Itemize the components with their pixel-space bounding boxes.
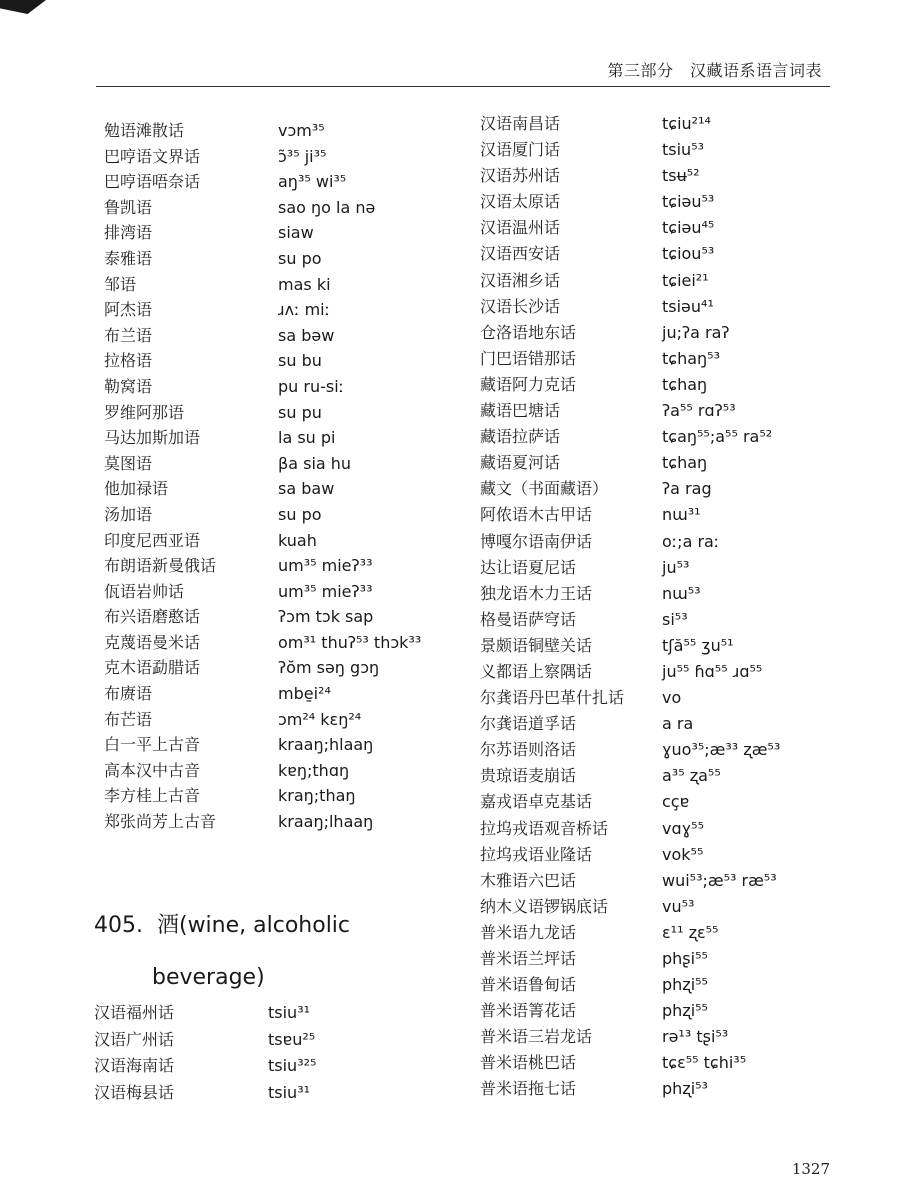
language-name: 汤加语 xyxy=(104,504,153,524)
language-name: 普米语箐花话 xyxy=(480,1001,577,1021)
pronunciation: tsiu⁵³ xyxy=(662,140,705,160)
language-name: 藏文（书面藏语） xyxy=(480,479,609,499)
language-name: 尔苏语则洛话 xyxy=(480,740,577,760)
pronunciation: kraaŋ;hlaaŋ xyxy=(278,735,374,755)
pronunciation: tɕiei²¹ xyxy=(662,270,709,290)
language-name: 藏语夏河话 xyxy=(480,453,561,473)
left-column xyxy=(104,118,421,835)
pronunciation: vu⁵³ xyxy=(662,896,695,916)
language-name: 佤语岩帅话 xyxy=(104,581,185,601)
word-entry xyxy=(480,972,780,998)
word-entry xyxy=(480,320,780,346)
language-name: 嘉戎语卓克基话 xyxy=(480,792,593,812)
word-entry xyxy=(104,655,421,681)
language-name: 拉坞戎语观音桥话 xyxy=(480,818,609,838)
pronunciation: a³⁵ ʐa⁵⁵ xyxy=(662,766,721,786)
word-entry xyxy=(480,1050,780,1076)
word-entry xyxy=(104,783,421,809)
language-name: 普米语拖七话 xyxy=(480,1079,577,1099)
word-entry xyxy=(104,809,421,835)
pronunciation: kɐŋ;thɑŋ xyxy=(278,760,350,780)
pronunciation: ju⁵⁵ ɦɑ⁵⁵ ɹɑ⁵⁵ xyxy=(662,661,763,681)
language-name: 布赓语 xyxy=(104,684,153,704)
pronunciation: tɕhaŋ⁵³ xyxy=(662,348,720,368)
pronunciation: tɕhaŋ xyxy=(662,453,708,473)
word-entry xyxy=(480,789,780,815)
word-entry xyxy=(104,707,421,733)
section-number: 405. xyxy=(94,913,143,938)
language-name: 达让语夏尼话 xyxy=(480,557,577,577)
language-name: 尔龚语道孚话 xyxy=(480,714,577,734)
pronunciation: mas ki xyxy=(278,274,331,294)
word-entry xyxy=(104,348,421,374)
pronunciation: su po xyxy=(278,248,322,268)
language-name: 汉语湘乡话 xyxy=(480,270,561,290)
language-name: 尔龚语丹巴革什扎话 xyxy=(480,688,625,708)
pronunciation: kraaŋ;lhaaŋ xyxy=(278,812,374,832)
word-entry xyxy=(480,581,780,607)
language-name: 勒窝语 xyxy=(104,376,153,396)
language-name: 罗维阿那语 xyxy=(104,402,185,422)
pronunciation: aŋ³⁵ wi³⁵ xyxy=(278,172,347,192)
language-name: 布兰语 xyxy=(104,325,153,345)
word-entry xyxy=(480,998,780,1024)
word-entry xyxy=(480,737,780,763)
section-title-line2: beverage) xyxy=(152,965,265,990)
word-entry xyxy=(480,711,780,737)
word-entry xyxy=(480,868,780,894)
section-heading xyxy=(94,900,394,1004)
pronunciation: mbe̱i²⁴ xyxy=(278,684,331,704)
language-name: 阿侬语木古甲话 xyxy=(480,505,593,525)
pronunciation: phʐi⁵⁵ xyxy=(662,975,708,995)
pronunciation: la su pi xyxy=(278,428,336,448)
word-entry xyxy=(104,297,421,323)
pronunciation: tsɐu²⁵ xyxy=(268,1029,316,1049)
word-entry xyxy=(104,732,421,758)
pronunciation: βa sia hu xyxy=(278,453,352,473)
word-entry xyxy=(104,195,421,221)
language-name: 拉坞戎语业隆话 xyxy=(480,844,593,864)
language-name: 克蔑语曼米话 xyxy=(104,632,201,652)
language-name: 莫图语 xyxy=(104,453,153,473)
pronunciation: su pu xyxy=(278,402,322,422)
language-name: 贵琼语麦崩话 xyxy=(480,766,577,786)
language-name: 汉语西安话 xyxy=(480,244,561,264)
pronunciation: vok⁵⁵ xyxy=(662,844,704,864)
language-name: 普米语三岩龙话 xyxy=(480,1027,593,1047)
word-entry xyxy=(104,630,421,656)
pronunciation: ju;ʔa raʔ xyxy=(662,322,730,342)
language-name: 汉语福州话 xyxy=(94,1003,175,1022)
word-entry xyxy=(480,241,780,267)
word-entry xyxy=(480,529,780,555)
pronunciation: um³⁵ mieʔ³³ xyxy=(278,581,373,601)
language-name: 普米语鲁甸话 xyxy=(480,975,577,995)
header-rule xyxy=(96,86,830,87)
word-entry xyxy=(104,528,421,554)
word-entry xyxy=(480,1024,780,1050)
language-name: 布朗语新曼俄话 xyxy=(104,556,217,576)
language-name: 白一平上古音 xyxy=(104,735,201,755)
word-entry xyxy=(104,374,421,400)
word-entry xyxy=(104,400,421,426)
pronunciation: vɑɣ⁵⁵ xyxy=(662,818,704,838)
pronunciation: phʐi⁵⁵ xyxy=(662,1001,708,1021)
word-entry xyxy=(480,398,780,424)
language-name: 汉语温州话 xyxy=(480,218,561,238)
pronunciation: phʐi⁵³ xyxy=(662,1079,708,1099)
word-entry xyxy=(104,425,421,451)
pronunciation: ɔ̃³⁵ ji³⁵ xyxy=(278,146,327,166)
pronunciation: tʃă⁵⁵ ʒu⁵¹ xyxy=(662,635,734,655)
pronunciation: tɕaŋ⁵⁵;a⁵⁵ ra⁵² xyxy=(662,427,773,447)
language-name: 格曼语萨穹话 xyxy=(480,609,577,629)
word-entry xyxy=(480,215,780,241)
pronunciation: oː;a raː xyxy=(662,531,720,551)
language-name: 汉语广州话 xyxy=(94,1029,175,1049)
language-name: 义都语上察隅话 xyxy=(480,661,593,681)
pronunciation: siaw xyxy=(278,223,314,243)
pronunciation: wui⁵³;æ⁵³ ræ⁵³ xyxy=(662,870,777,890)
word-entry xyxy=(480,294,780,320)
language-name: 普米语九龙话 xyxy=(480,922,577,942)
pronunciation: su bu xyxy=(278,351,322,371)
language-name: 李方桂上古音 xyxy=(104,786,201,806)
pronunciation: tsiəu⁴¹ xyxy=(662,296,714,316)
pronunciation: ju⁵³ xyxy=(662,557,690,577)
word-entry xyxy=(104,451,421,477)
word-entry xyxy=(480,842,780,868)
pronunciation: tɕiou⁵³ xyxy=(662,244,715,264)
language-name: 泰雅语 xyxy=(104,248,153,268)
language-name: 马达加斯加语 xyxy=(104,428,201,448)
language-name: 门巴语错那话 xyxy=(480,348,577,368)
pronunciation: tɕiəu⁵³ xyxy=(662,192,715,212)
word-entry xyxy=(480,659,780,685)
language-name: 藏语拉萨话 xyxy=(480,427,561,447)
word-entry xyxy=(104,604,421,630)
word-entry xyxy=(94,1027,316,1054)
language-name: 汉语太原话 xyxy=(480,192,561,212)
pronunciation: ɛ¹¹ ʐɛ⁵⁵ xyxy=(662,922,719,942)
pronunciation: pu ru-siː xyxy=(278,376,345,396)
language-name: 汉语厦门话 xyxy=(480,140,561,160)
pronunciation: si⁵³ xyxy=(662,609,688,629)
running-title: 第三部分 汉藏语系语言词表 xyxy=(607,61,822,80)
word-entry xyxy=(104,502,421,528)
pronunciation: tsiu³²⁵ xyxy=(268,1056,317,1075)
word-entry xyxy=(104,553,421,579)
word-entry xyxy=(104,246,421,272)
word-entry xyxy=(94,1080,316,1107)
pronunciation: vo xyxy=(662,688,682,708)
pronunciation: ʔŏm səŋ gɔŋ xyxy=(278,658,380,678)
pronunciation: ʔa rag xyxy=(662,479,712,499)
word-entry xyxy=(480,268,780,294)
word-entry xyxy=(104,144,421,170)
word-entry xyxy=(104,758,421,784)
language-name: 独龙语木力王话 xyxy=(480,583,593,603)
word-entry xyxy=(480,894,780,920)
language-name: 排湾语 xyxy=(104,223,153,243)
language-name: 布兴语磨憨话 xyxy=(104,607,201,627)
pronunciation: kraŋ;thaŋ xyxy=(278,786,356,806)
language-name: 克木语勐腊话 xyxy=(104,658,201,678)
word-entry xyxy=(480,607,780,633)
language-name: 普米语桃巴话 xyxy=(480,1053,577,1073)
pronunciation: su po xyxy=(278,504,322,524)
language-name: 阿杰语 xyxy=(104,300,153,320)
language-name: 汉语苏州话 xyxy=(480,166,561,186)
pronunciation: cçɐ xyxy=(662,792,690,812)
word-entry xyxy=(480,346,780,372)
language-name: 汉语长沙话 xyxy=(480,296,561,316)
pronunciation: sa baw xyxy=(278,479,335,499)
pronunciation: kuah xyxy=(278,530,317,550)
language-name: 勉语滩散话 xyxy=(104,121,185,140)
pronunciation: nɯ³¹ xyxy=(662,505,701,525)
word-entry xyxy=(94,1053,316,1080)
pronunciation: sa bəw xyxy=(278,325,335,345)
section-title-line1: 酒(wine, alcoholic xyxy=(156,913,351,938)
language-name: 巴哼语文界话 xyxy=(104,146,201,166)
word-entry xyxy=(480,189,780,215)
pronunciation: tɕɛ⁵⁵ tɕhi³⁵ xyxy=(662,1053,747,1073)
page-number: 1327 xyxy=(791,1160,830,1178)
language-name: 拉格语 xyxy=(104,351,153,371)
word-entry xyxy=(480,685,780,711)
pronunciation: om³¹ thuʔ⁵³ thɔk³³ xyxy=(278,632,422,652)
pronunciation: phʂi⁵⁵ xyxy=(662,949,708,968)
language-name: 布芒语 xyxy=(104,709,153,729)
language-name: 藏语阿力克话 xyxy=(480,374,577,394)
word-entry xyxy=(480,424,780,450)
word-entry xyxy=(480,946,780,972)
language-name: 藏语巴塘话 xyxy=(480,401,561,421)
pronunciation: tsiu³¹ xyxy=(268,1082,311,1102)
word-entry xyxy=(104,272,421,298)
word-entry xyxy=(480,1076,780,1102)
word-entry xyxy=(480,476,780,502)
word-entry xyxy=(104,476,421,502)
language-name: 巴哼语唔奈话 xyxy=(104,172,201,192)
word-entry xyxy=(104,169,421,195)
word-entry xyxy=(104,323,421,349)
word-entry xyxy=(480,502,780,528)
word-entry xyxy=(480,816,780,842)
word-entry xyxy=(480,372,780,398)
language-name: 普米语兰坪话 xyxy=(480,949,577,968)
language-name: 纳木义语锣锅底话 xyxy=(480,896,609,916)
pronunciation: tsʉ⁵² xyxy=(662,166,700,186)
language-name: 邹语 xyxy=(104,274,137,294)
word-entry xyxy=(480,633,780,659)
pronunciation: ʔɔm tɔk sap xyxy=(278,607,374,627)
word-entry xyxy=(480,763,780,789)
pronunciation: vɔm³⁵ xyxy=(278,121,325,140)
pronunciation: rə¹³ tʂi⁵³ xyxy=(662,1027,729,1047)
language-name: 木雅语六巴话 xyxy=(480,870,577,890)
pronunciation: tɕiəu⁴⁵ xyxy=(662,218,715,238)
language-name: 汉语南昌话 xyxy=(480,114,561,133)
bottom-left-column xyxy=(94,1000,316,1106)
right-column xyxy=(480,111,780,1103)
word-entry xyxy=(104,220,421,246)
word-entry xyxy=(480,555,780,581)
language-name: 郑张尚芳上古音 xyxy=(104,812,217,832)
pronunciation: ɹʌː miː xyxy=(278,300,330,320)
word-entry xyxy=(480,111,780,137)
pronunciation: tsiu³¹ xyxy=(268,1003,311,1022)
pronunciation: sao ŋo la nə xyxy=(278,197,376,217)
pronunciation: ɣuo³⁵;æ³³ ʐæ⁵³ xyxy=(662,740,781,760)
language-name: 他加禄语 xyxy=(104,479,169,499)
word-entry xyxy=(104,118,421,144)
language-name: 鲁凯语 xyxy=(104,197,153,217)
pronunciation: ʔa⁵⁵ rɑʔ⁵³ xyxy=(662,401,736,421)
word-entry xyxy=(480,920,780,946)
pronunciation: tɕiu²¹⁴ xyxy=(662,114,711,133)
word-entry xyxy=(480,137,780,163)
pronunciation: a ra xyxy=(662,714,694,734)
language-name: 景颇语铜壁关话 xyxy=(480,635,593,655)
language-name: 汉语梅县话 xyxy=(94,1082,175,1102)
pronunciation: tɕhaŋ xyxy=(662,374,708,394)
language-name: 汉语海南话 xyxy=(94,1056,175,1075)
language-name: 印度尼西亚语 xyxy=(104,530,201,550)
word-entry xyxy=(104,579,421,605)
corner-mark xyxy=(0,0,46,14)
pronunciation: um³⁵ mieʔ³³ xyxy=(278,556,373,576)
word-entry xyxy=(480,450,780,476)
language-name: 高本汉中古音 xyxy=(104,760,201,780)
pronunciation: nɯ⁵³ xyxy=(662,583,701,603)
language-name: 博嘎尔语南伊话 xyxy=(480,531,593,551)
word-entry xyxy=(104,681,421,707)
language-name: 仓洛语地东话 xyxy=(480,322,577,342)
word-entry xyxy=(480,163,780,189)
pronunciation: ɔm²⁴ kɛŋ²⁴ xyxy=(278,709,362,729)
word-entry xyxy=(94,1000,316,1027)
